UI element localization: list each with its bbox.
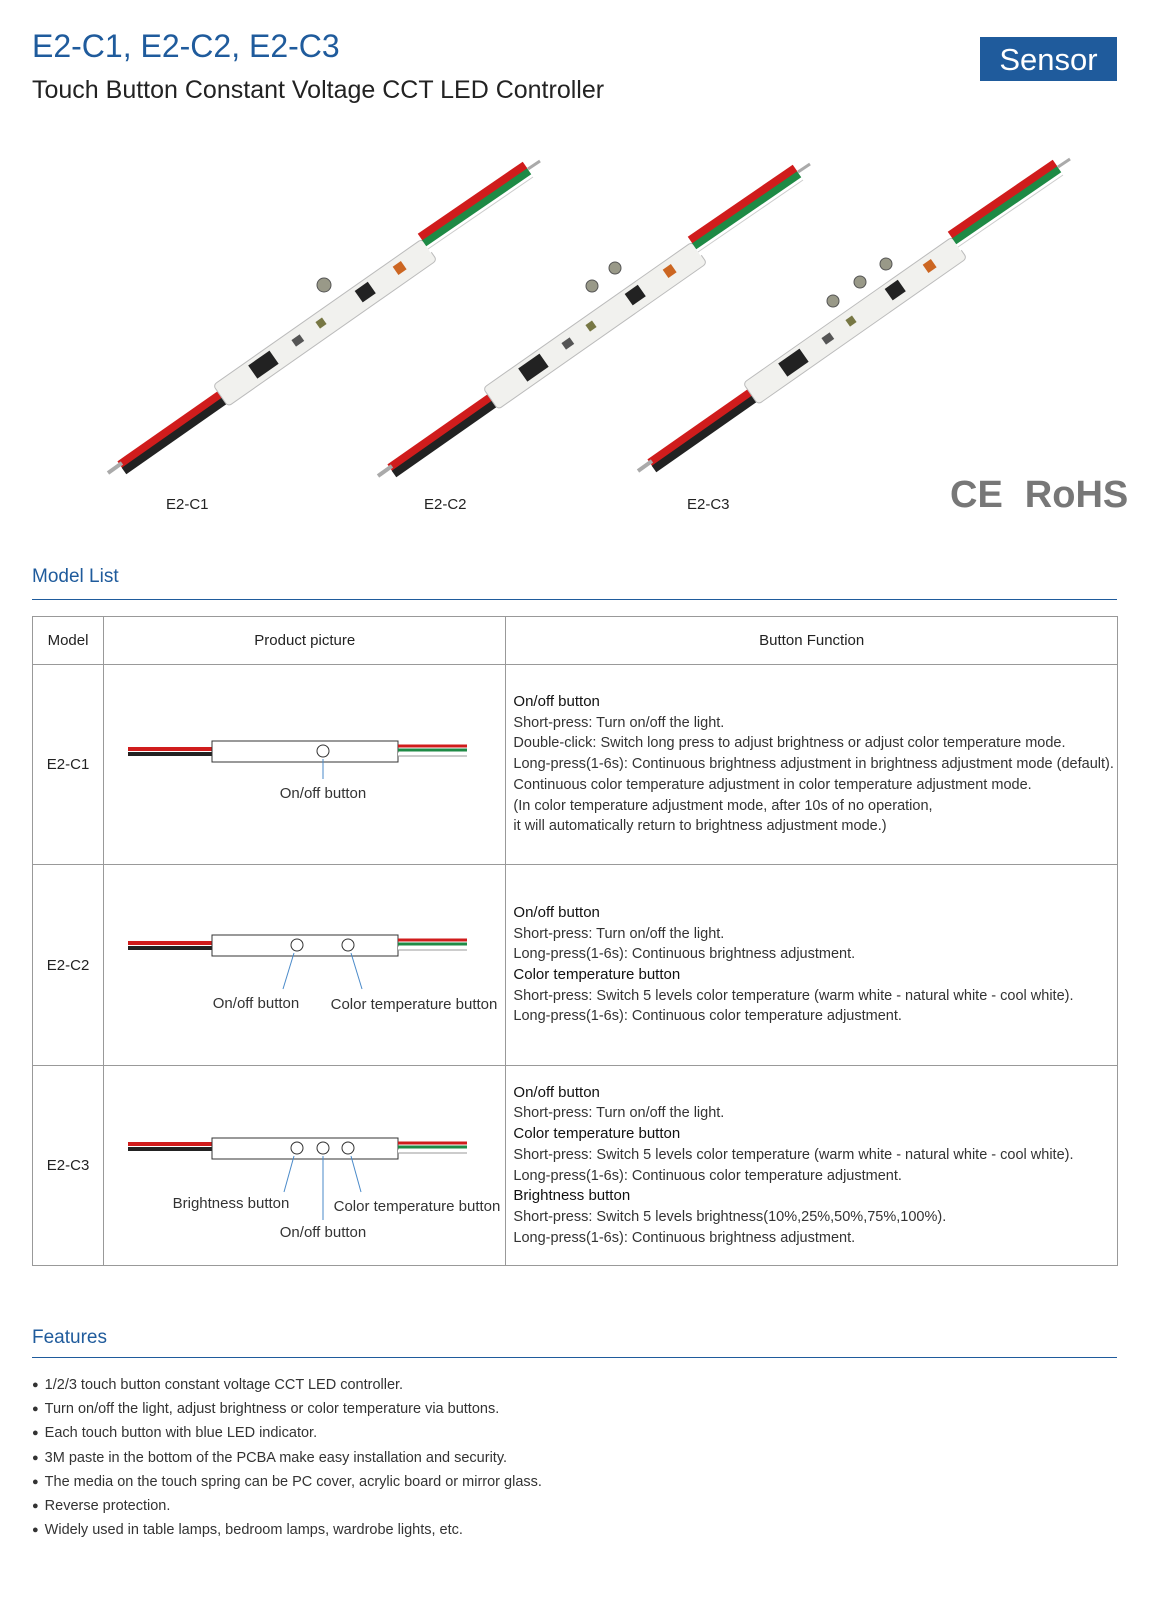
onoff-button-icon	[317, 1142, 329, 1154]
features-heading: Features	[32, 1327, 107, 1348]
onoff-button-label: On/off button	[212, 995, 300, 1012]
onoff-button-label: On/off button	[279, 1224, 367, 1241]
list-item: ● 1/2/3 touch button constant voltage CCT LED controller.	[32, 1373, 542, 1397]
model-cell: E2-C3	[33, 1066, 104, 1266]
button-function: On/off button Short-press: Turn on/off the light. Double-click: Switch long press to adjust brightness or adjust color temperature mode. Long-press(1-6s): Continuous brightness adjustment in brightness adjustment mode (default). Continuous color temperature adjustment in color temperature adjustment mode. (In color temperature adjustment mode, after 10s of no operation, it will automatically return to brightness adjustment mode.)	[506, 665, 1118, 865]
column-header-picture: Product picture	[104, 617, 506, 665]
onoff-button-icon	[291, 939, 303, 951]
button-function: On/off button Short-press: Turn on/off the light. Color temperature button Short-press: Switch 5 levels color temperature (warm white - natural white - cool white). Long-press(1-6s): Continuous color temperature adjustment. Brightness button Short-press: Switch 5 levels brightness(10%,25%,50%,75%,100%). Long-press(1-6s): Continuous brightness adjustment.	[506, 1066, 1118, 1266]
rohs-mark: RoHS	[1024, 474, 1129, 516]
hero-caption-e2-c1: E2-C1	[166, 496, 209, 513]
button-dot	[317, 278, 331, 292]
list-item: ● The media on the touch spring can be PC cover, acrylic board or mirror glass.	[32, 1470, 542, 1494]
hero-caption-e2-c3: E2-C3	[687, 496, 730, 513]
color-button-icon	[342, 939, 354, 951]
certification-marks	[950, 474, 1128, 517]
list-item: ● Reverse protection.	[32, 1494, 542, 1518]
table-row	[33, 665, 1118, 865]
brightness-button-label: Brightness button	[172, 1195, 290, 1212]
page-subtitle: Touch Button Constant Voltage CCT LED Controller	[32, 76, 605, 104]
column-header-model: Model	[33, 617, 104, 665]
ce-mark: CE	[950, 474, 1003, 516]
product-picture	[104, 1066, 506, 1266]
section-divider	[32, 1357, 1117, 1358]
list-item: ● Turn on/off the light, adjust brightness or color temperature via buttons.	[32, 1397, 542, 1421]
model-list-heading: Model List	[32, 566, 119, 587]
page-title: E2-C1, E2-C2, E2-C3	[32, 28, 340, 64]
product-picture	[104, 665, 506, 865]
category-badge: Sensor	[980, 37, 1117, 81]
table-row	[33, 1066, 1118, 1266]
onoff-button-icon	[317, 745, 329, 757]
table-row	[33, 865, 1118, 1066]
model-cell: E2-C1	[33, 665, 104, 865]
list-item: ● 3M paste in the bottom of the PCBA make easy installation and security.	[32, 1446, 542, 1470]
features-list	[32, 1373, 542, 1542]
color-button-icon	[342, 1142, 354, 1154]
hero-caption-e2-c2: E2-C2	[424, 496, 467, 513]
model-table	[32, 616, 1118, 1266]
brightness-button-icon	[291, 1142, 303, 1154]
section-divider	[32, 599, 1117, 600]
product-picture	[104, 865, 506, 1066]
color-temperature-button-label: Color temperature button	[333, 1198, 501, 1215]
column-header-function: Button Function	[506, 617, 1118, 665]
onoff-button-label: On/off button	[279, 785, 367, 802]
model-cell: E2-C2	[33, 865, 104, 1066]
button-function: On/off button Short-press: Turn on/off the light. Long-press(1-6s): Continuous brightness adjustment. Color temperature button Short-press: Switch 5 levels color temperature (warm white - natural white - cool white). Long-press(1-6s): Continuous color temperature adjustment.	[506, 865, 1118, 1066]
list-item: ● Each touch button with blue LED indicator.	[32, 1421, 542, 1445]
product-hero-images	[0, 130, 1170, 490]
color-temperature-button-label: Color temperature button	[330, 996, 498, 1013]
list-item: ● Widely used in table lamps, bedroom lamps, wardrobe lights, etc.	[32, 1518, 542, 1542]
